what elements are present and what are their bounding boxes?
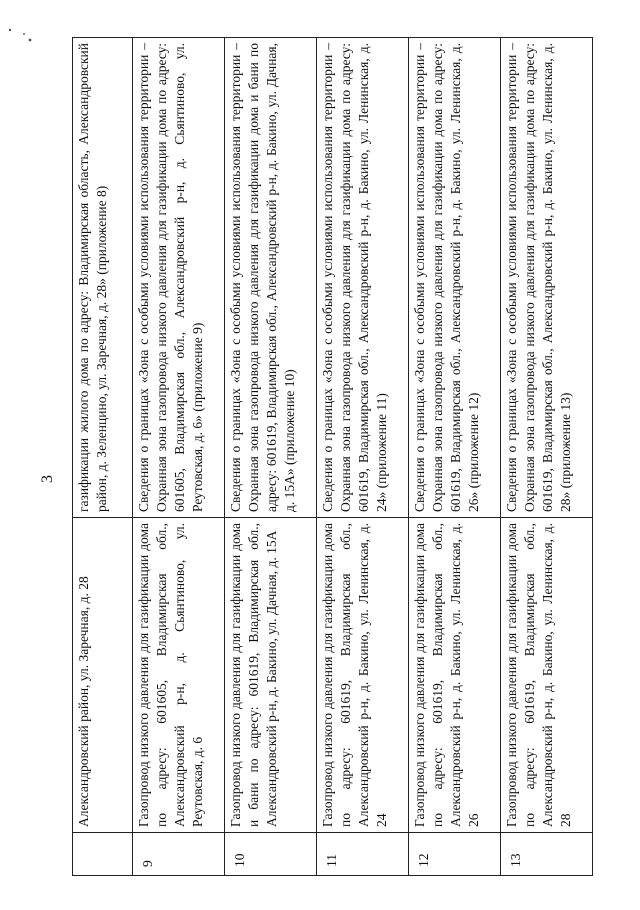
info-cell: газификации жилого дома по адресу: Владимирская область, Александровский район, д. Зеленцино, ул. Заречная, д. 28» (приложение 8) xyxy=(73,38,133,518)
object-cell: Газопровод низкого давления для газификации дома по адресу: 601619, Владимирская обл., Александровский р-н, д. Бакино, ул. Ленинская, д. 26 xyxy=(409,518,501,833)
table-row xyxy=(133,38,225,876)
info-cell: Сведения о границах «Зона с особыми условиями использования территории – Охранная зона газопровода низкого давления для газификации дома по адресу: 601619, Владимирская обл., Александровский р-н, д. Бакино, ул. Ленинская, д. 28» (приложение 13) xyxy=(501,38,593,518)
object-cell: Александровский район, ул. Заречная, д. 28 xyxy=(73,518,133,833)
table-row xyxy=(409,38,501,876)
document-page xyxy=(72,38,592,876)
row-number-cell xyxy=(73,833,133,876)
table-row xyxy=(225,38,317,876)
object-cell: Газопровод низкого давления для газификации дома по адресу: 601605, Владимирская обл., Александровский р-н, д. Сьянтиново, ул. Реутовская, д. 6 xyxy=(133,518,225,833)
table-row xyxy=(73,38,133,876)
info-cell: Сведения о границах «Зона с особыми условиями использования территории – Охранная зона газопровода низкого давления для газификации дома по адресу: 601619, Владимирская обл., Александровский р-н, д. Бакино, ул. Ленинская, д. 24» (приложение 11) xyxy=(317,38,409,518)
info-cell: Сведения о границах «Зона с особыми условиями использования территории – Охранная зона газопровода низкого давления для газификации дома по адресу: 601619, Владимирская обл., Александровский р-н, д. Бакино, ул. Ленинская, д. 26» (приложение 12) xyxy=(409,38,501,518)
table-row xyxy=(501,38,593,876)
info-cell: Сведения о границах «Зона с особыми условиями использования территории – Охранная зона газопровода низкого давления для газификации дома по адресу: 601605, Владимирская обл., Александровский р-н, д. Сьянтиново, ул. Реутовская, д. 6» (приложение 9) xyxy=(133,38,225,518)
rotated-table-container xyxy=(72,38,592,876)
table-row xyxy=(317,38,409,876)
row-number-cell: 10 xyxy=(225,833,317,876)
object-cell: Газопровод низкого давления для газификации дома и бани по адресу: 601619, Владимирская обл., Александровский р-н, д. Бакино, ул. Дачная, д. 15А xyxy=(225,518,317,833)
row-number-cell: 12 xyxy=(409,833,501,876)
scan-artifact-dots xyxy=(6,24,36,44)
object-cell: Газопровод низкого давления для газификации дома по адресу: 601619, Владимирская обл., Александровский р-н, д. Бакино, ул. Ленинская, д. 28 xyxy=(501,518,593,833)
row-number-cell: 9 xyxy=(133,833,225,876)
zones-table xyxy=(72,37,593,876)
info-cell: Сведения о границах «Зона с особыми условиями использования территории – Охранная зона газопровода низкого давления для газификации дома и бани по адресу: 601619, Владимирская обл., Александровский р-н, д. Бакино, ул. Дачная, д. 15А» (приложение 10) xyxy=(225,38,317,518)
row-number-cell: 13 xyxy=(501,833,593,876)
page-number: 3 xyxy=(39,475,56,483)
row-number-cell: 11 xyxy=(317,833,409,876)
object-cell: Газопровод низкого давления для газификации дома по адресу: 601619, Владимирская обл., Александровский р-н, д. Бакино, ул. Ленинская, д. 24 xyxy=(317,518,409,833)
